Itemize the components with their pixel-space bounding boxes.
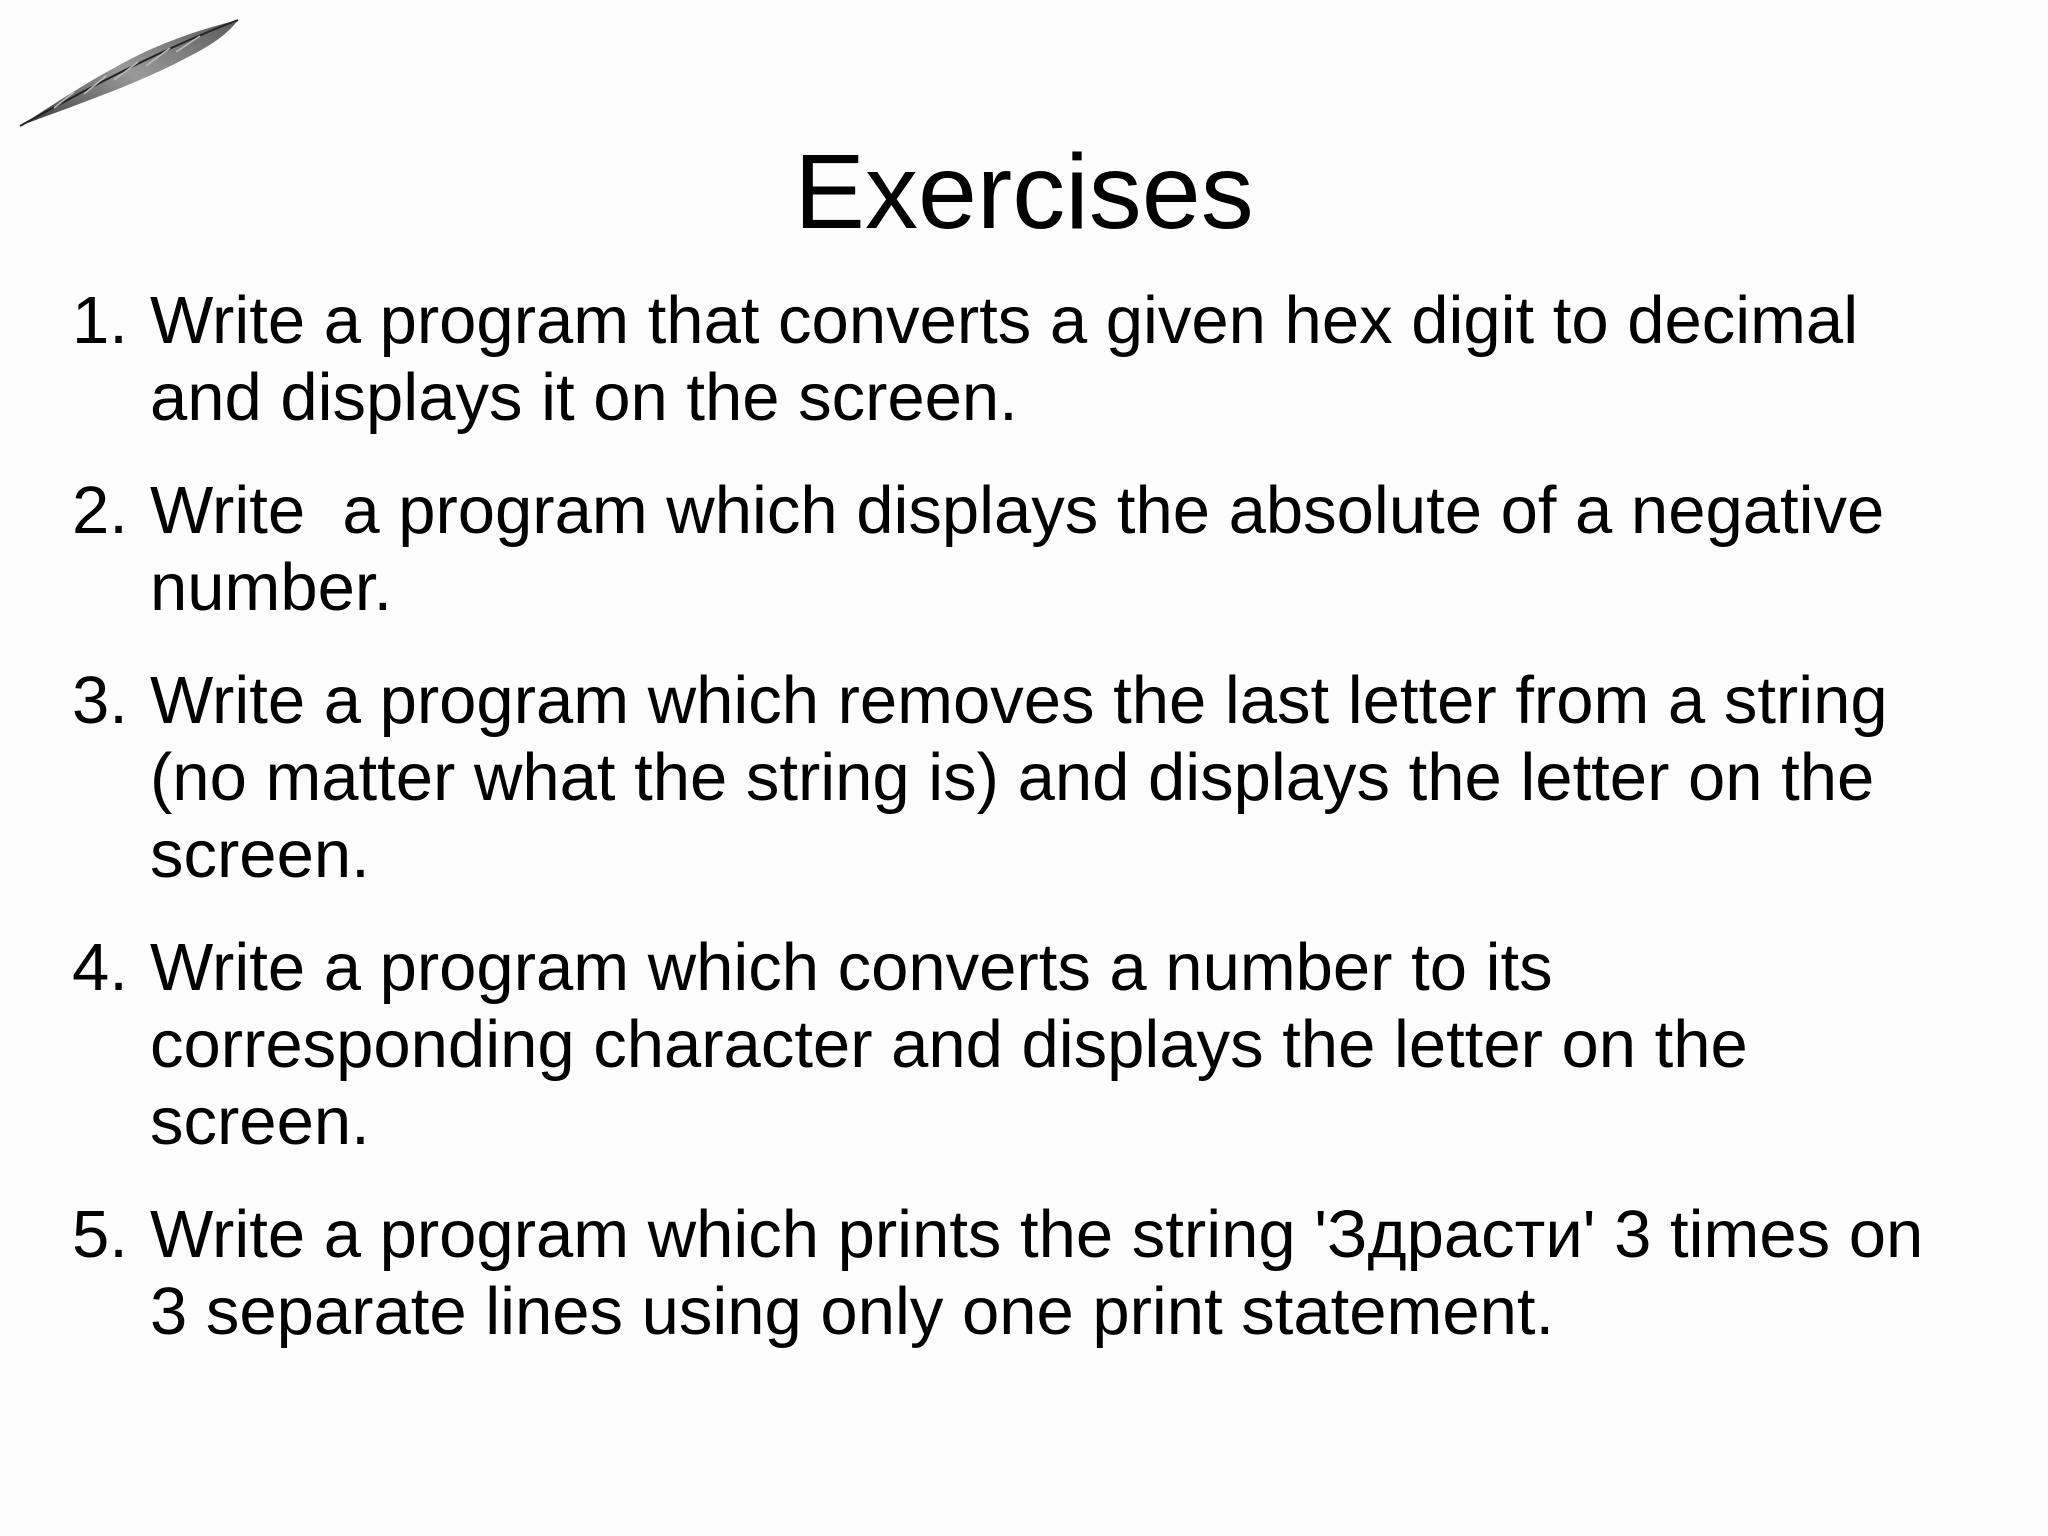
- item-text-line: 3 separate lines using only one print statement.: [150, 1274, 1555, 1349]
- list-item: [72, 662, 1992, 893]
- item-text-line: (no matter what the string is) and displays the letter on the: [150, 740, 1875, 815]
- feather-quill-icon: [14, 12, 249, 132]
- list-item: [72, 1196, 1992, 1350]
- list-item: [72, 282, 1992, 436]
- item-number: 4.: [72, 930, 128, 1005]
- item-text-line: Write a program which removes the last letter from a string: [150, 663, 1888, 738]
- item-number: 3.: [72, 663, 128, 738]
- item-text-line: Write a program which displays the absolute of a negative: [150, 473, 1885, 548]
- item-text-line: screen.: [150, 817, 370, 892]
- item-number: 2.: [72, 473, 128, 548]
- item-text-line: screen.: [150, 1084, 370, 1159]
- list-item: [72, 472, 1992, 626]
- list-item: [72, 929, 1992, 1160]
- item-text-line: and displays it on the screen.: [150, 360, 1018, 435]
- item-number: 5.: [72, 1197, 128, 1272]
- item-number: 1.: [72, 283, 128, 358]
- slide-title: Exercises: [794, 133, 1254, 251]
- item-text-line: corresponding character and displays the letter on the: [150, 1007, 1748, 1082]
- item-text-line: number.: [150, 550, 393, 625]
- item-text-line: Write a program which converts a number to its: [150, 930, 1553, 1005]
- exercise-list: [72, 282, 1992, 1386]
- item-text-line: Write a program that converts a given hex digit to decimal: [150, 283, 1859, 358]
- item-text-line: Write a program which prints the string 'Здрасти' 3 times on: [150, 1197, 1924, 1272]
